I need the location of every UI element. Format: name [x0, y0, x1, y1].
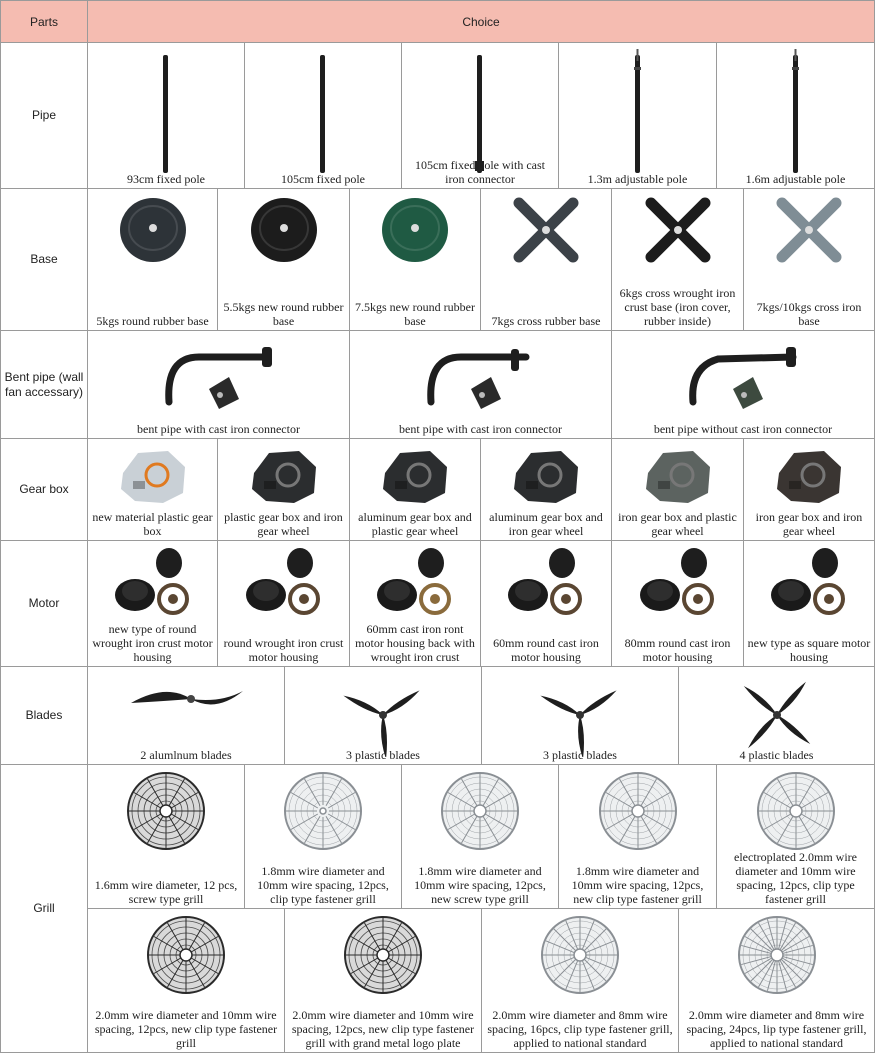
gear-option-cell	[743, 438, 875, 541]
pipe-option-cell	[716, 42, 875, 189]
gear-option-cell	[217, 438, 350, 541]
row-label-blades: Blades	[0, 666, 88, 765]
motor-option-caption: 60mm round cast iron motor housing	[493, 636, 599, 664]
base-option-cell	[349, 188, 481, 331]
grill-option-caption: 2.0mm wire diameter and 10mm wire spacing, 12pcs, new clip type fastener grill	[94, 1008, 278, 1050]
grill-option-cell	[244, 764, 402, 909]
motor-option-cell	[743, 540, 875, 667]
row-label-pipe: Pipe	[0, 42, 88, 189]
gear-option-caption: plastic gear box and iron gear wheel	[224, 510, 343, 538]
pipe-option-caption: 105cm fixed pole	[281, 172, 365, 186]
row-label-motor: Motor	[0, 540, 88, 667]
motor-option-cell	[217, 540, 350, 667]
grill-option-caption: electroplated 2.0mm wire diameter and 10mm wire spacing, 12pcs, clip type fastener grill	[734, 850, 857, 906]
bent-option-cell	[349, 330, 612, 439]
choice-header: Choice	[87, 0, 875, 43]
pipe-option-caption: 93cm fixed pole	[127, 172, 205, 186]
base-option-caption: 7kgs/10kgs cross iron base	[756, 300, 862, 328]
gear-option-caption: iron gear box and iron gear wheel	[755, 510, 863, 538]
gear-option-cell	[611, 438, 744, 541]
grill-option-caption: 2.0mm wire diameter and 8mm wire spacing, 24pcs, lip type fastener grill, applied to national standard	[686, 1008, 867, 1050]
blades-option-caption: 3 plastic blades	[346, 748, 420, 762]
bent-option-caption: bent pipe with cast iron connector	[399, 422, 562, 436]
motor-option-caption: 60mm cast iron ront motor housing back with wrought iron crust	[355, 622, 475, 664]
base-option-cell	[480, 188, 612, 331]
gear-option-caption: aluminum gear box and iron gear wheel	[489, 510, 603, 538]
grill-option-caption: 2.0mm wire diameter and 10mm wire spacing, 12pcs, new clip type fastener grill with grand metal logo plate	[291, 1008, 475, 1050]
gear-option-caption: iron gear box and plastic gear wheel	[618, 510, 737, 538]
base-option-caption: 6kgs cross wrought iron crust base (iron cover, rubber inside)	[619, 286, 736, 328]
row-label-bent: Bent pipe (wall fan accessary)	[0, 330, 88, 439]
motor-option-caption: round wrought iron crust motor housing	[223, 636, 344, 664]
grill-option-cell	[716, 764, 875, 909]
parts-header: Parts	[0, 0, 88, 43]
motor-option-cell	[611, 540, 744, 667]
bent-option-cell	[87, 330, 350, 439]
pipe-option-cell	[244, 42, 402, 189]
grill-option-cell	[401, 764, 559, 909]
blades-option-caption: 2 alumlnum blades	[140, 748, 232, 762]
blades-option-caption: 4 plastic blades	[739, 748, 814, 762]
grill-option-caption: 1.8mm wire diameter and 10mm wire spacing, 12pcs, new screw type grill	[414, 864, 546, 906]
pipe-option-caption: 105cm fixed pole with cast iron connector	[415, 158, 545, 186]
gear-option-cell	[480, 438, 612, 541]
grill-option-cell	[87, 764, 245, 909]
base-option-cell	[743, 188, 875, 331]
grill-option-cell	[481, 908, 679, 1053]
blades-option-cell	[678, 666, 875, 765]
gear-option-cell	[349, 438, 481, 541]
motor-option-caption: new type of round wrought iron crust motor housing	[92, 622, 213, 664]
grill-option-cell	[284, 908, 482, 1053]
row-label-grill: Grill	[0, 764, 88, 1053]
motor-option-cell	[349, 540, 481, 667]
grill-option-cell	[87, 908, 285, 1053]
bent-option-caption: bent pipe with cast iron connector	[137, 422, 300, 436]
blades-option-cell	[481, 666, 679, 765]
base-option-caption: 5.5kgs new round rubber base	[223, 300, 344, 328]
gear-option-caption: new material plastic gear box	[92, 510, 213, 538]
pipe-option-cell	[87, 42, 245, 189]
pipe-option-cell	[401, 42, 559, 189]
grill-option-caption: 1.6mm wire diameter, 12 pcs, screw type grill	[94, 878, 238, 906]
pipe-option-caption: 1.3m adjustable pole	[587, 172, 688, 186]
grill-option-cell	[678, 908, 875, 1053]
motor-option-cell	[87, 540, 218, 667]
blades-option-caption: 3 plastic blades	[543, 748, 617, 762]
grill-option-caption: 1.8mm wire diameter and 10mm wire spacing, 12pcs, clip type fastener grill	[257, 864, 389, 906]
grill-option-cell	[558, 764, 717, 909]
blades-option-cell	[284, 666, 482, 765]
row-label-gear: Gear box	[0, 438, 88, 541]
bent-option-cell	[611, 330, 875, 439]
pipe-option-cell	[558, 42, 717, 189]
base-option-cell	[611, 188, 744, 331]
base-option-cell	[217, 188, 350, 331]
gear-option-cell	[87, 438, 218, 541]
pipe-option-caption: 1.6m adjustable pole	[745, 172, 846, 186]
bent-option-caption: bent pipe without cast iron connector	[653, 422, 833, 436]
blades-option-cell	[87, 666, 285, 765]
motor-option-caption: new type as square motor housing	[747, 636, 871, 664]
base-option-caption: 7.5kgs new round rubber base	[355, 300, 475, 328]
row-label-base: Base	[0, 188, 88, 331]
motor-option-caption: 80mm round cast iron motor housing	[624, 636, 731, 664]
grill-option-caption: 2.0mm wire diameter and 8mm wire spacing, 16pcs, clip type fastener grill, applied to national standard	[487, 1008, 673, 1050]
base-option-caption: 7kgs cross rubber base	[491, 314, 601, 328]
grill-option-caption: 1.8mm wire diameter and 10mm wire spacing, 12pcs, new clip type fastener grill	[571, 864, 704, 906]
base-option-caption: 5kgs round rubber base	[96, 314, 209, 328]
motor-option-cell	[480, 540, 612, 667]
gear-option-caption: aluminum gear box and plastic gear wheel	[358, 510, 472, 538]
base-option-cell	[87, 188, 218, 331]
